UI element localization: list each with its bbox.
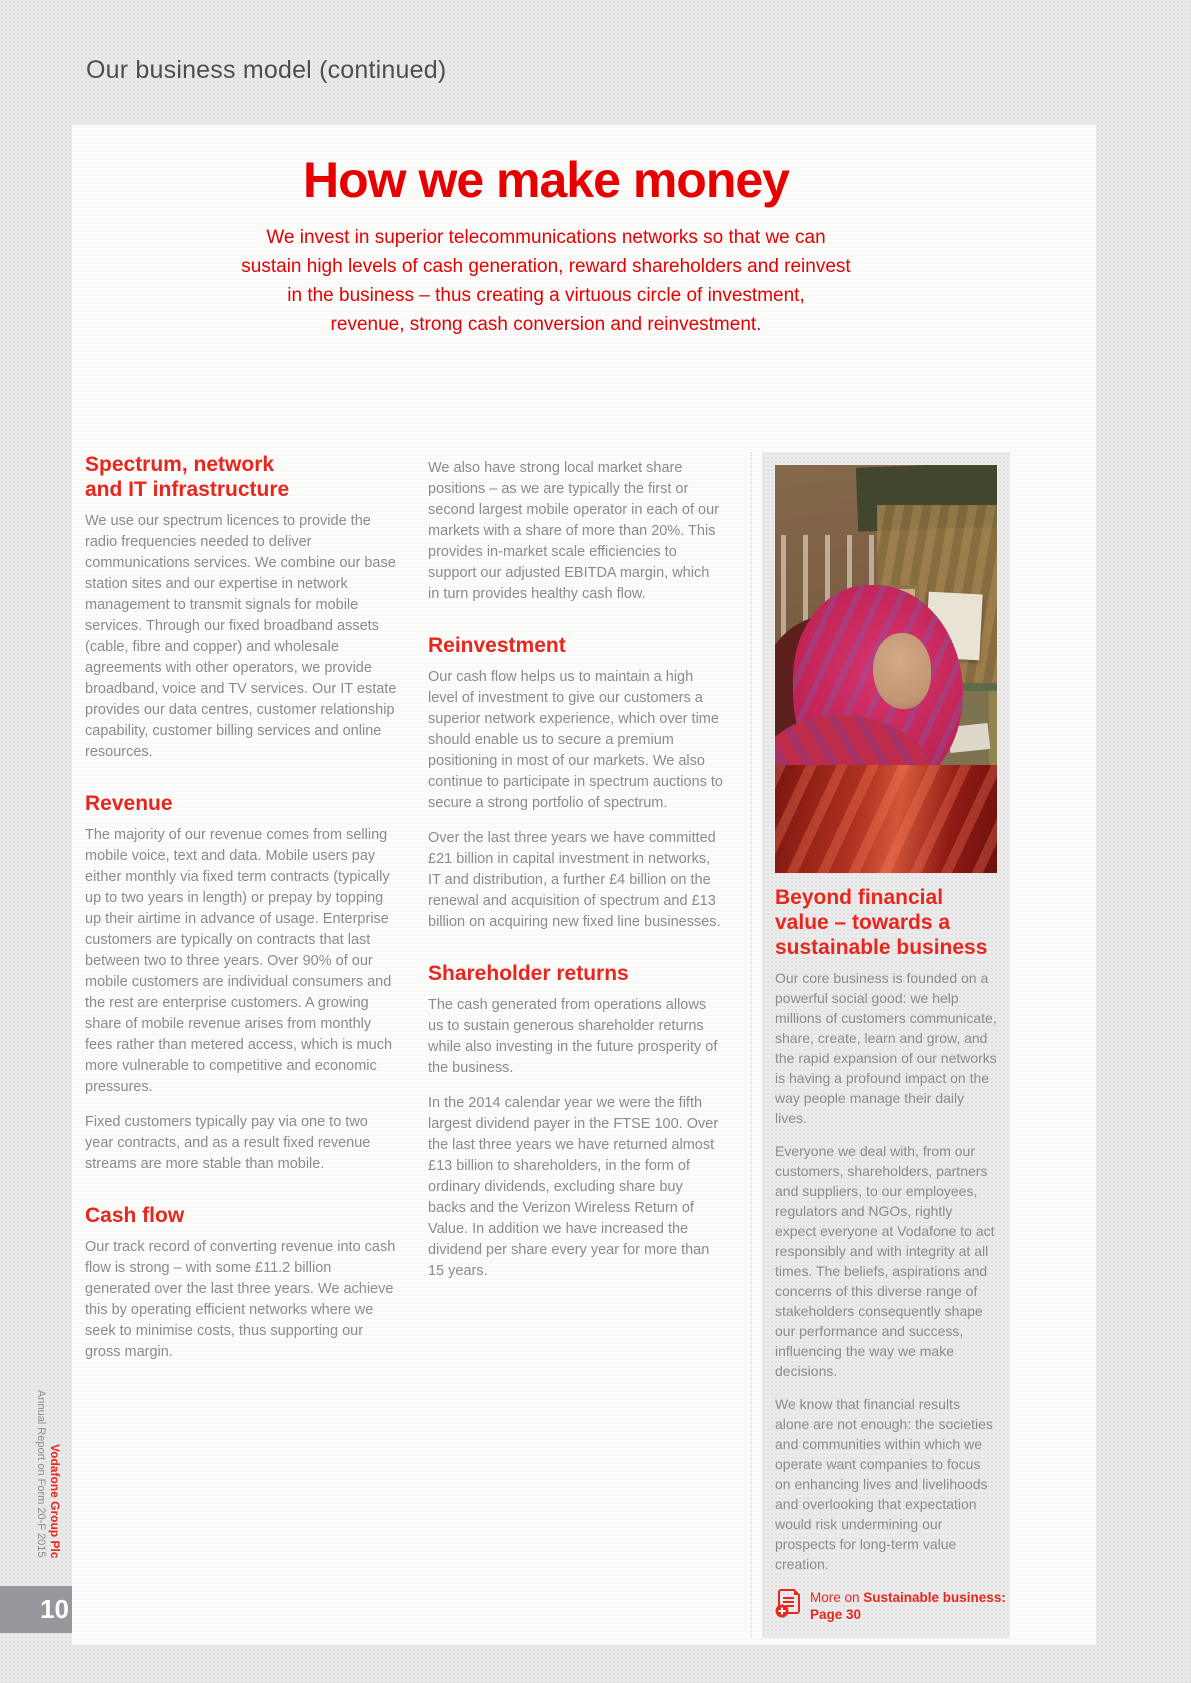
more-on-link-bold: Sustainable business:	[863, 1590, 1006, 1605]
body-paragraph: We use our spectrum licences to provide the radio frequencies needed to deliver communications services. We combine our base station sites and our expertise in network management to transmit signals for mobile services. Through our fixed broadband assets (cable, fibre and copper) and wholesale agreements with other operators, we provide broadband, voice and TV services. Our IT estate provides our data centres, customer relationship capability, customer billing services and online resources.	[85, 513, 397, 760]
body-paragraph: Our cash flow helps us to maintain a high level of investment to give our customers a superior network experience, which over time should enable us to secure a premium positioning in most of our markets. We also continue to participate in spectrum auctions to secure a strong portfolio of spectrum.	[428, 669, 723, 811]
section-heading-line: Cash flow	[85, 1204, 185, 1227]
body-paragraph: The cash generated from operations allows us to sustain generous shareholder returns while also investing in the future prosperity of the business.	[428, 997, 718, 1076]
panel-heading-line: value – towards a	[775, 911, 951, 934]
hero-intro-line: sustain high levels of cash generation, reward shareholders and reinvest	[241, 256, 851, 277]
section-spectrum-network-it	[85, 452, 400, 763]
section-reinvestment	[428, 633, 723, 933]
panel-heading-line: sustainable business	[775, 936, 988, 959]
body-paragraph: We also have strong local market share positions – as we are typically the first or second largest mobile operator in each of our markets with a share of more than 20%. This provides in-market scale efficiencies to support our adjusted EBITDA margin, which in turn provides healthy cash flow.	[428, 460, 719, 602]
page-title: Our business model (continued)	[86, 56, 447, 84]
panel-paragraph: Our core business is founded on a powerful social good: we help millions of customers communicate, share, create, learn and grow, and the rapid expansion of our networks is having a profound impact on the way people manage their daily lives.	[775, 970, 997, 1126]
body-paragraph: Over the last three years we have committed £21 billion in capital investment in networks, IT and distribution, a further £4 billion on the renewal and acquisition of spectrum and £13 billion on acquiring new fixed line businesses.	[428, 830, 721, 930]
section-heading	[85, 791, 400, 816]
content-card	[72, 125, 1096, 1645]
section-heading-line: Spectrum, network	[85, 453, 275, 476]
hero-intro-line: We invest in superior telecommunications networks so that we can	[266, 227, 826, 248]
section-revenue	[85, 791, 400, 1175]
section-heading-line: Revenue	[85, 792, 173, 815]
hero-intro-line: revenue, strong cash conversion and reinvestment.	[330, 314, 762, 335]
document-plus-icon	[775, 1589, 802, 1624]
photo-woman-with-phone	[775, 465, 997, 873]
body-paragraph: Fixed customers typically pay via one to two year contracts, and as a result fixed revenue streams are more stable than mobile.	[85, 1114, 371, 1172]
hero-section	[72, 151, 1020, 339]
spine-brand: Vodafone Group Plc	[48, 1443, 62, 1558]
more-on-label: More on	[810, 1590, 864, 1605]
section-heading-line: Shareholder returns	[428, 962, 629, 985]
sustainable-business-panel	[762, 452, 1010, 1638]
column-middle	[428, 458, 723, 1296]
body-paragraph: In the 2014 calendar year we were the fifth largest dividend payer in the FTSE 100. Over the last three years we have returned almost £13 billion to shareholders, in the form of ordinary dividends, excluding share buy backs and the Verizon Wireless Return of Value. In addition we have increased the dividend per share every year for more than 15 years.	[428, 1095, 719, 1279]
section-heading	[428, 633, 723, 658]
body-paragraph: The majority of our revenue comes from selling mobile voice, text and data. Mobile users pay either monthly via fixed term contracts (typically up to two years in length) or prepay by topping up their airtime in advance of usage. Enterprise customers are typically on contracts that last between two to three years. Over 90% of our mobile customers are individual consumers and the rest are enterprise customers. A growing share of mobile revenue arises from monthly fees rather than metered access, which is much more vulnerable to competitive and economic pressures.	[85, 827, 393, 1095]
photo-red-velvet-shape	[775, 765, 997, 873]
hero-title: How we make money	[303, 152, 789, 208]
photo-face-shape	[873, 633, 931, 709]
column-left	[85, 452, 400, 1377]
more-on-page-ref: Page 30	[810, 1607, 862, 1622]
section-heading-line: Reinvestment	[428, 634, 566, 657]
section-heading-line: and IT infrastructure	[85, 478, 290, 501]
body-paragraph: Our track record of converting revenue into cash flow is strong – with some £11.2 billion generated over the last three years. We achieve this by operating efficient networks where we seek to minimise costs, thus supporting our gross margin.	[85, 1239, 396, 1360]
hero-intro-line: in the business – thus creating a virtuous circle of investment,	[287, 285, 805, 306]
section-heading	[428, 961, 723, 986]
column-divider	[751, 452, 752, 1638]
more-on-link[interactable]	[775, 1589, 1006, 1624]
spine-report-title: Annual Report on Form 20-F 2015	[35, 1390, 47, 1558]
section-shareholder-returns	[428, 961, 723, 1282]
more-on-text	[810, 1589, 1006, 1623]
panel-heading	[775, 885, 997, 960]
section-heading	[85, 452, 400, 502]
panel-paragraph: Everyone we deal with, from our customers, shareholders, partners and suppliers, to our employees, regulators and NGOs, rightly expect everyone at Vodafone to act responsibly and with integrity at all times. The beliefs, aspirations and concerns of this diverse range of stakeholders consequently shape our performance and success, influencing the way we make decisions.	[775, 1143, 995, 1379]
panel-paragraph: We know that financial results alone are not enough: the societies and communities within which we operate want companies to focus on enhancing lives and livelihoods and overlooking that expectation would risk undermining our prospects for long-term value creation.	[775, 1396, 993, 1572]
section-cash-flow	[85, 1203, 400, 1363]
spine-text	[34, 1378, 62, 1558]
section-heading	[85, 1203, 400, 1228]
page-number-badge: 10	[0, 1586, 82, 1633]
section-market-share	[428, 458, 723, 605]
hero-intro	[72, 223, 1020, 339]
panel-heading-line: Beyond financial	[775, 886, 944, 909]
